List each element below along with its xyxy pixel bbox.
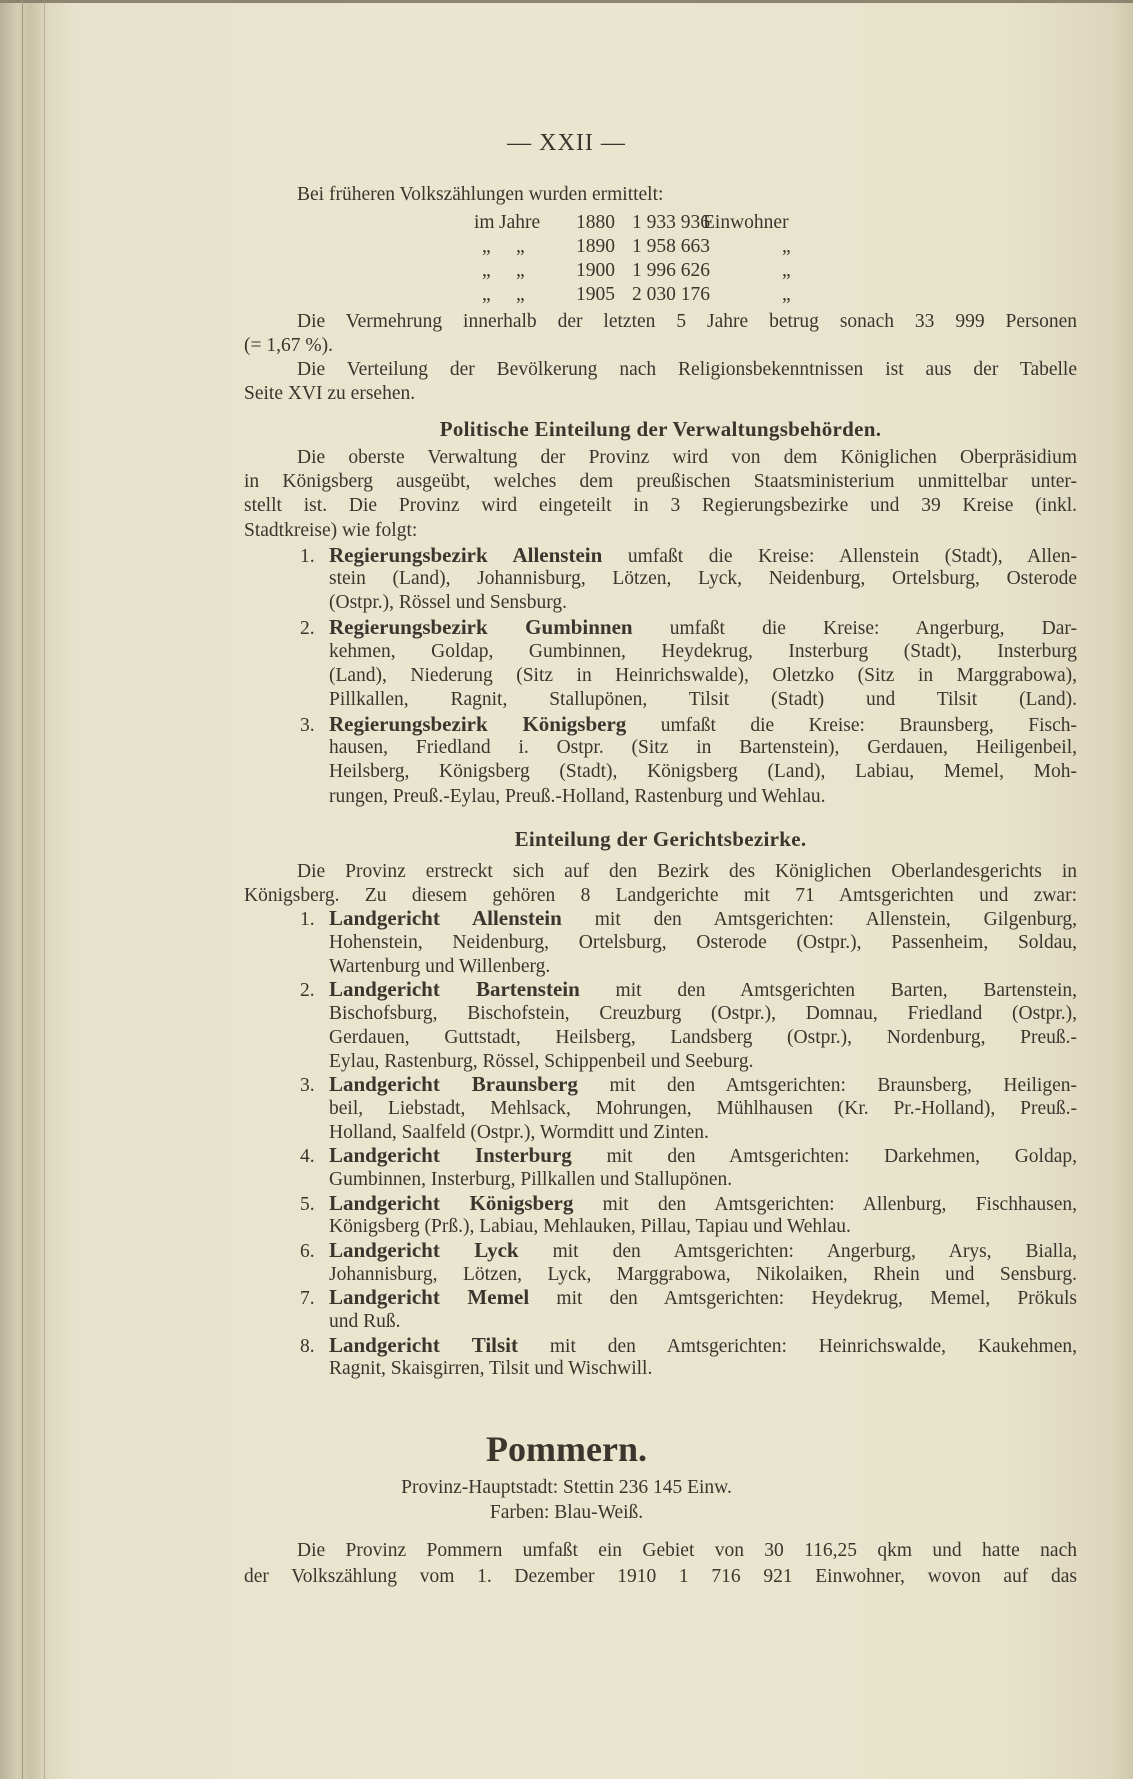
item-number: 2. [300,618,315,640]
text-line: Seite XVI zu ersehen. [244,383,416,404]
section-heading: Politische Einteilung der Verwaltungsbehörden. [439,417,882,441]
item-number: 8. [300,1335,315,1357]
census-intro [244,183,1077,207]
text-line: Bischofsburg, Bischofstein, Creuzburg (Ostpr.), Domnau, Friedland (Ostpr.), [329,1003,1077,1025]
text-line: (Land), Niederung (Sitz in Heinrichswalde), Oletzko (Sitz in Marggrabowa), [329,664,1077,686]
text-line: Die oberste Verwaltung der Provinz wird von dem Königlichen Oberpräsidium [297,447,1077,468]
item-number: 1. [300,545,315,567]
item-title: Landgericht Königsberg [329,1191,574,1215]
ditto-or-label: „ [516,284,525,305]
pommern-title: Pommern. [486,1429,647,1469]
page-number: — XXII — [507,130,626,156]
list-item [244,907,1077,978]
section-courts-heading [244,825,1077,853]
item-title: Landgericht Lyck [329,1239,519,1262]
item-text: mit den Amtsgerichten: Braunsberg, Heiligen- [577,1075,1077,1097]
list-item [244,1286,1077,1333]
pommern-colors: Farben: Blau-Weiß. [489,1502,644,1523]
list-item-first-line [244,615,1077,639]
item-title: Regierungsbezirk Allenstein [329,542,603,567]
ditto-or-label: „ [482,284,491,305]
item-title: Landgericht Bartenstein [329,978,580,1002]
text-line: (= 1,67 %). [244,335,333,356]
text-line: stellt ist. Die Provinz wird eingeteilt in 3 Regierungsbezirke und 39 Kreise (inkl. [244,495,1077,517]
item-title: Regierungsbezirk Königsberg [329,712,627,737]
list-item [244,1239,1077,1286]
text-line: kehmen, Goldap, Gumbinnen, Heydekrug, Insterburg (Stadt), Insterburg [329,640,1077,662]
item-text: umfaßt die Kreise: Allenstein (Stadt), Allen- [602,545,1077,567]
text-line: in Königsberg ausgeübt, welches dem preußischen Staatsministerium unmittelbar unter- [244,471,1077,493]
year-cell: 1880 [576,212,615,233]
text-line: Königsberg. Zu diesem gehören 8 Landgerichte mit 71 Amtsgerichten und zwar: [244,884,1077,906]
list-item [244,615,1077,712]
population-cell: 1 958 663 [632,236,710,257]
text-line: Die Vermehrung innerhalb der letzten 5 Jahre betrug sonach 33 999 Personen [297,311,1077,332]
unit-cell: „ [782,260,791,281]
text-line: Die Verteilung der Bevölkerung nach Religionsbekenntnissen ist aus der Tabelle [297,359,1077,380]
text-line: Bei früheren Volkszählungen wurden ermittelt: [297,184,664,205]
text-line: Heilsberg, Königsberg (Stadt), Königsberg (Land), Labiau, Memel, Moh- [329,761,1077,783]
item-text: mit den Amtsgerichten: Heinrichswalde, Kaukehmen, [518,1335,1077,1357]
text-line: Gumbinnen, Insterburg, Pillkallen und Stallupönen. [329,1168,733,1190]
text-line: Eylau, Rastenburg, Rössel, Schippenbeil und Seeburg. [329,1050,754,1072]
text-line: stein (Land), Johannisburg, Lötzen, Lyck, Neidenburg, Ortelsburg, Osterode [329,567,1077,589]
list-item-first-line [244,1192,1077,1216]
item-number: 2. [300,980,315,1002]
text-line: beil, Liebstadt, Mehlsack, Mohrungen, Mühlhausen (Kr. Pr.-Holland), Preuß.- [329,1097,1077,1119]
list-item [244,712,1077,809]
list-item [244,1144,1077,1191]
population-cell: 1 996 626 [632,260,710,281]
table-row [0,259,1133,283]
item-title: Regierungsbezirk Gumbinnen [329,615,633,640]
year-cell: 1890 [576,236,615,257]
pommern-body [244,1538,1077,1590]
item-title: Landgericht Tilsit [329,1333,518,1357]
list-item-first-line [244,1144,1077,1168]
section-admin-heading [244,415,1077,443]
list-item [244,978,1077,1073]
text-line: (Ostpr.), Rössel und Sensburg. [329,592,567,614]
text-line: Stadtkreise) wie folgt: [244,519,418,541]
ditto-or-label: „ [516,236,525,257]
table-row [0,211,1133,235]
text-line: Die Provinz erstreckt sich auf den Bezirk des Königlichen Oberlandesgerichts in [297,861,1077,882]
text-line: rungen, Preuß.-Eylau, Preuß.-Holland, Rastenburg und Wehlau. [329,785,826,807]
item-text: mit den Amtsgerichten: Heydekrug, Memel, Prökuls [529,1288,1077,1310]
text-line: der Volkszählung vom 1. Dezember 1910 1 716 921 Einwohner, wovon auf das [244,1566,1077,1587]
population-cell: 1 933 936 [632,212,710,233]
list-item-first-line [244,1286,1077,1310]
text-line: und Ruß. [329,1311,401,1333]
item-title: Landgericht Memel [329,1286,530,1310]
item-text: umfaßt die Kreise: Braunsberg, Fisch- [626,715,1077,737]
item-text: mit den Amtsgerichten: Allenburg, Fischhausen, [573,1193,1077,1215]
list-item [244,1334,1077,1381]
text-line: Gerdauen, Guttstadt, Heilsberg, Landsberg (Ostpr.), Nordenburg, Preuß.- [329,1026,1077,1048]
pommern-capital: Provinz-Hauptstadt: Stettin 236 145 Einw. [401,1477,732,1498]
list-item-first-line [244,712,1077,736]
text-line: Wartenburg und Willenberg. [329,955,551,977]
item-text: mit den Amtsgerichten Barten, Bartenstein, [579,980,1077,1002]
year-cell: 1905 [576,284,615,305]
section-courts-body [244,860,1077,1381]
ditto-or-label: im [474,212,495,233]
item-number: 3. [300,1075,315,1097]
text-line: Holland, Saalfeld (Ostpr.), Wormditt und Zinten. [329,1121,709,1143]
census-table [0,211,1133,307]
list-item-first-line [244,543,1077,567]
ditto-or-label: „ [516,260,525,281]
item-text: mit den Amtsgerichten: Darkehmen, Goldap, [571,1146,1077,1168]
item-text: umfaßt die Kreise: Angerburg, Dar- [632,618,1077,640]
text-line: Die Provinz Pommern umfaßt ein Gebiet von 30 116,25 qkm und hatte nach [297,1540,1077,1561]
item-number: 6. [300,1241,315,1262]
item-number: 7. [300,1288,315,1310]
table-row [0,235,1133,259]
ditto-or-label: „ [482,260,491,281]
text-line: hausen, Friedland i. Ostpr. (Sitz in Bartenstein), Gerdauen, Heiligenbeil, [329,737,1077,759]
item-number: 1. [300,909,315,931]
item-text: mit den Amtsgerichten: Angerburg, Arys, Bialla, [518,1241,1077,1262]
item-title: Landgericht Braunsberg [329,1073,578,1097]
page-top-edge [0,0,1133,3]
item-number: 5. [300,1193,315,1215]
ditto-or-label: Jahre [499,212,541,233]
item-title: Landgericht Insterburg [329,1144,572,1168]
item-text: mit den Amtsgerichten: Allenstein, Gilgenburg, [561,909,1077,931]
list-item [244,1073,1077,1144]
year-cell: 1900 [576,260,615,281]
list-item-first-line [244,1073,1077,1097]
ditto-or-label: „ [482,236,491,257]
text-line: Pillkallen, Ragnit, Stallupönen, Tilsit (Stadt) und Tilsit (Land). [329,688,1077,710]
unit-cell: „ [782,236,791,257]
text-line: Ragnit, Skaisgirren, Tilsit und Wischwill. [329,1358,653,1380]
list-item [244,543,1077,616]
list-item-first-line [244,1334,1077,1358]
item-number: 3. [300,715,315,737]
list-item-first-line [244,978,1077,1002]
text-line: Königsberg (Prß.), Labiau, Mehlauken, Pillau, Tapiau und Wehlau. [329,1216,851,1238]
list-item-first-line [244,1239,1077,1263]
table-row [0,283,1133,307]
unit-cell: „ [782,284,791,305]
item-number: 4. [300,1146,315,1168]
text-line: Johannisburg, Lötzen, Lyck, Marggrabowa, Nikolaiken, Rhein und Sensburg. [329,1263,1077,1285]
section-heading: Einteilung der Gerichtsbezirke. [514,827,807,851]
section-admin-body [244,446,1077,809]
unit-cell: Einwohner [703,212,789,233]
list-item-first-line [244,907,1077,931]
list-item [244,1192,1077,1239]
item-title: Landgericht Allenstein [329,907,562,931]
text-line: Hohenstein, Neidenburg, Ortelsburg, Osterode (Ostpr.), Passenheim, Soldau, [329,932,1077,954]
population-cell: 2 030 176 [632,284,710,305]
population-increase-text [244,310,1077,406]
